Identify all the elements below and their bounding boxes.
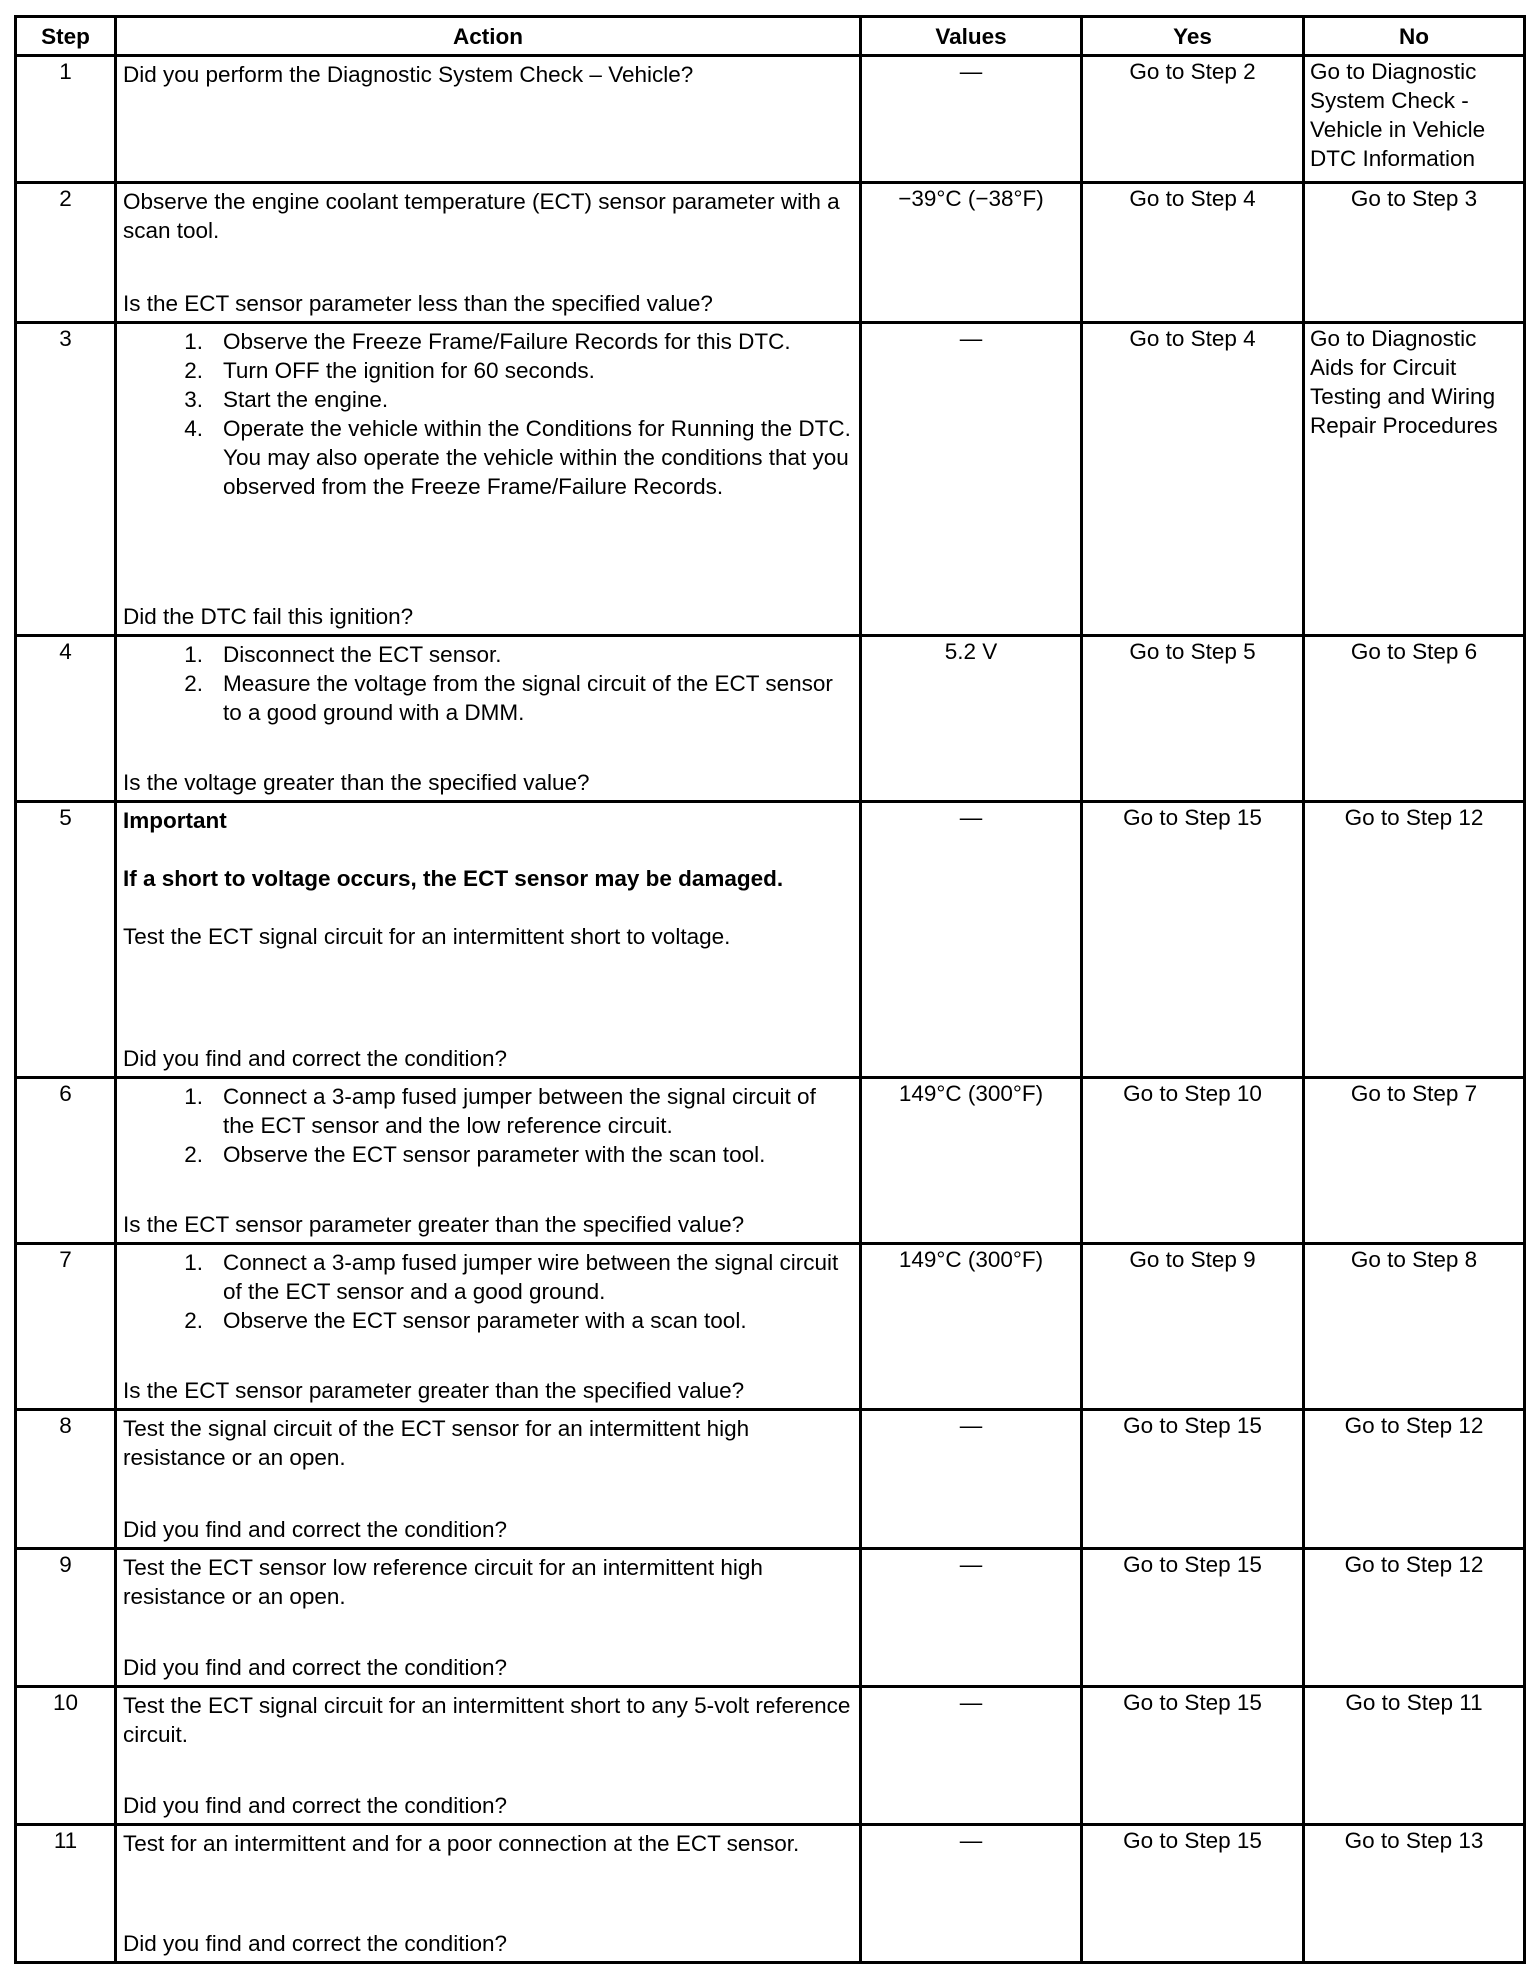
action-text: Test for an intermittent and for a poor connection at the ECT sensor.	[123, 1830, 800, 1856]
step-number: 9	[16, 1548, 116, 1686]
action-step: 2. Measure the voltage from the signal circuit of the ECT sensor to a good ground with a DMM.	[184, 670, 833, 725]
value-cell: —	[861, 56, 1082, 183]
table-row	[16, 1244, 1525, 1410]
action-cell	[116, 1410, 861, 1548]
action-step: 2. Observe the ECT sensor parameter with the scan tool.	[184, 1142, 766, 1168]
yes-cell: Go to Step 15	[1082, 801, 1304, 1077]
step-number: 3	[16, 323, 116, 635]
value-cell: —	[861, 1824, 1082, 1962]
action-question: Is the ECT sensor parameter greater than the specified value?	[123, 1378, 745, 1404]
action-question: Did you find and correct the condition?	[123, 1046, 507, 1072]
yes-cell: Go to Step 5	[1082, 635, 1304, 801]
no-cell: Go to Step 12	[1304, 1410, 1525, 1548]
action-steps	[123, 640, 851, 727]
action-step: 1. Observe the Freeze Frame/Failure Records for this DTC.	[184, 329, 791, 355]
action-step: 1. Disconnect the ECT sensor.	[184, 641, 502, 667]
action-question: Did you find and correct the condition?	[123, 1931, 507, 1956]
table-row	[16, 1824, 1525, 1962]
action-cell	[116, 56, 861, 183]
yes-cell: Go to Step 9	[1082, 1244, 1304, 1410]
important-heading: Important	[123, 807, 227, 833]
table-row	[16, 183, 1525, 323]
no-cell: Go to Step 7	[1304, 1078, 1525, 1244]
step-number: 7	[16, 1244, 116, 1410]
step-number: 6	[16, 1078, 116, 1244]
action-steps	[123, 1082, 851, 1169]
action-cell	[116, 183, 861, 323]
action-steps	[123, 1248, 851, 1335]
header-values: Values	[861, 17, 1082, 56]
table-row	[16, 323, 1525, 635]
action-question: Did you find and correct the condition?	[123, 1516, 507, 1542]
value-cell: —	[861, 323, 1082, 635]
action-step: 2. Observe the ECT sensor parameter with a scan tool.	[184, 1308, 747, 1334]
action-cell	[116, 1244, 861, 1410]
value-cell: —	[861, 1410, 1082, 1548]
action-text: Test the ECT sensor low reference circuit for an intermittent high resistance or an open.	[123, 1554, 763, 1609]
action-question: Is the ECT sensor parameter greater than the specified value?	[123, 1212, 745, 1238]
action-step: 3. Start the engine.	[184, 387, 389, 413]
value-cell: —	[861, 1686, 1082, 1824]
table-row	[16, 801, 1525, 1077]
value-cell: 149°C (300°F)	[861, 1078, 1082, 1244]
action-cell	[116, 323, 861, 635]
no-cell: Go to Diagnostic Aids for Circuit Testing and Wiring Repair Procedures	[1304, 323, 1525, 635]
step-number: 2	[16, 183, 116, 323]
step-number: 8	[16, 1410, 116, 1548]
action-question: Did you find and correct the condition?	[123, 1654, 507, 1680]
table-row	[16, 1078, 1525, 1244]
no-cell: Go to Step 13	[1304, 1824, 1525, 1962]
no-cell: Go to Step 3	[1304, 183, 1525, 323]
no-cell: Go to Step 8	[1304, 1244, 1525, 1410]
yes-cell: Go to Step 15	[1082, 1824, 1304, 1962]
header-yes: Yes	[1082, 17, 1304, 56]
yes-cell: Go to Step 4	[1082, 183, 1304, 323]
step-number: 1	[16, 56, 116, 183]
value-cell: —	[861, 801, 1082, 1077]
action-steps	[123, 327, 851, 501]
action-text: Test the ECT signal circuit for an intermittent short to voltage.	[123, 923, 731, 949]
value-cell: 5.2 V	[861, 635, 1082, 801]
action-cell	[116, 1824, 861, 1962]
action-step: 2. Turn OFF the ignition for 60 seconds.	[184, 358, 595, 384]
yes-cell: Go to Step 15	[1082, 1686, 1304, 1824]
yes-cell: Go to Step 10	[1082, 1078, 1304, 1244]
value-cell: −39°C (−38°F)	[861, 183, 1082, 323]
action-question: Did the DTC fail this ignition?	[123, 603, 414, 629]
header-step: Step	[16, 17, 116, 56]
action-question: Did you find and correct the condition?	[123, 1792, 507, 1818]
action-step: 4. Operate the vehicle within the Conditions for Running the DTC. You may also operate the vehicle within the conditions that you observed from the Freeze Frame/Failure Records.	[184, 416, 851, 500]
yes-cell: Go to Step 4	[1082, 323, 1304, 635]
diagnostic-table	[14, 15, 1526, 1964]
step-number: 4	[16, 635, 116, 801]
header-no: No	[1304, 17, 1525, 56]
action-text: Observe the engine coolant temperature (ECT) sensor parameter with a scan tool.	[123, 189, 840, 244]
step-number: 10	[16, 1686, 116, 1824]
yes-cell: Go to Step 2	[1082, 56, 1304, 183]
action-step: 1. Connect a 3-amp fused jumper between the signal circuit of the ECT sensor and the low reference circuit.	[184, 1084, 816, 1139]
yes-cell: Go to Step 15	[1082, 1548, 1304, 1686]
header-row	[16, 17, 1525, 56]
table-row	[16, 1410, 1525, 1548]
table-row	[16, 1686, 1525, 1824]
action-question: Is the voltage greater than the specified value?	[123, 769, 590, 795]
action-cell	[116, 1078, 861, 1244]
action-question: Is the ECT sensor parameter less than the specified value?	[123, 291, 713, 317]
step-number: 5	[16, 801, 116, 1077]
yes-cell: Go to Step 15	[1082, 1410, 1304, 1548]
action-cell	[116, 1548, 861, 1686]
action-cell	[116, 1686, 861, 1824]
table-row	[16, 635, 1525, 801]
no-cell: Go to Step 12	[1304, 801, 1525, 1077]
header-action: Action	[116, 17, 861, 56]
no-cell: Go to Diagnostic System Check - Vehicle in Vehicle DTC Information	[1304, 56, 1525, 183]
action-step: 1. Connect a 3-amp fused jumper wire between the signal circuit of the ECT sensor and a good ground.	[184, 1250, 839, 1305]
value-cell: —	[861, 1548, 1082, 1686]
value-cell: 149°C (300°F)	[861, 1244, 1082, 1410]
action-cell	[116, 635, 861, 801]
table-row	[16, 56, 1525, 183]
table-row	[16, 1548, 1525, 1686]
action-text: Test the ECT signal circuit for an intermittent short to any 5-volt reference circuit.	[123, 1692, 851, 1747]
action-cell	[116, 801, 861, 1077]
no-cell: Go to Step 6	[1304, 635, 1525, 801]
no-cell: Go to Step 11	[1304, 1686, 1525, 1824]
step-number: 11	[16, 1824, 116, 1962]
important-note: If a short to voltage occurs, the ECT sensor may be damaged.	[123, 865, 784, 891]
no-cell: Go to Step 12	[1304, 1548, 1525, 1686]
action-text: Did you perform the Diagnostic System Check – Vehicle?	[123, 62, 694, 87]
action-text: Test the signal circuit of the ECT sensor for an intermittent high resistance or an open.	[123, 1416, 750, 1471]
